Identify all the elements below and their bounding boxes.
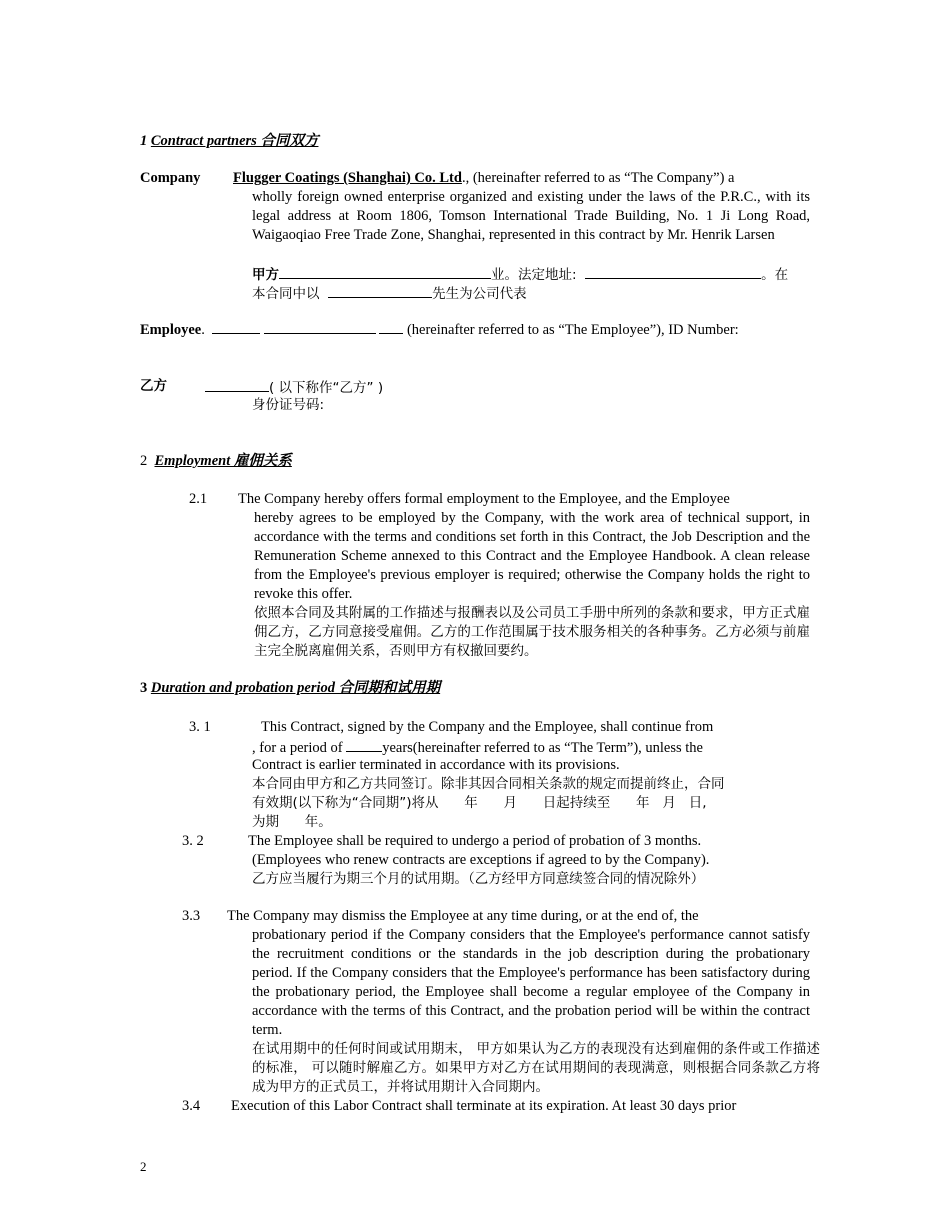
employee-dot: . xyxy=(201,322,205,338)
section-1-title: Contract partners 合同双方 xyxy=(150,133,319,149)
party-b-name-blank xyxy=(205,377,269,392)
clause-3-1-first-line: This Contract, signed by the Company and the Employee, shall continue from xyxy=(261,719,714,735)
company-label: Company xyxy=(140,170,201,186)
clause-3-3-first-line: The Company may dismiss the Employee at any time during, or at the end of, the xyxy=(227,908,699,924)
employee-line xyxy=(140,319,820,340)
party-a-text2: 。在 xyxy=(761,267,789,283)
clause-3-3-number: 3.3 xyxy=(182,908,201,924)
company-first-line xyxy=(233,169,811,188)
party-b-text: ( 以下称作“乙方” ) xyxy=(269,380,384,396)
section-1-heading xyxy=(140,132,318,151)
clause-2-1-first-line: The Company hereby offers formal employment to the Employee, and the Employee xyxy=(238,491,730,507)
company-text-a: ., (hereinafter referred to as “The Company”) a xyxy=(461,170,735,186)
id-number-label: 身份证号码: xyxy=(252,397,325,413)
company-description: wholly foreign owned enterprise organized and existing under the laws of the P.R.C., with its legal address at Room 1806, Tomson International Trade Building, No. 1 Ji Long Road, Waigaoqiao Free Trade Zone, Shanghai, represented in this contract by Mr. Henrik Larsen xyxy=(252,189,810,243)
employee-text: (hereinafter referred to as “The Employee”), ID Number: xyxy=(406,322,739,338)
party-b-label: 乙方 xyxy=(140,378,167,394)
employee-name-blank-1 xyxy=(212,319,260,334)
clause-3-1-text-b: years(hereinafter referred to as “The Term”), unless the xyxy=(382,740,703,756)
party-b-line xyxy=(205,377,383,398)
party-a-name-blank xyxy=(279,264,491,279)
section-3-number: 3 xyxy=(140,680,148,696)
section-3-heading xyxy=(140,679,440,698)
section-2-heading xyxy=(140,452,292,471)
clause-3-1-chinese-3: 为期 年。 xyxy=(252,814,332,830)
clause-3-3-english: probationary period if the Company considers that the Employee's performance cannot satisfy the recruitment conditions or the standards in the job description during the probationary period. If the Company considers that the Employee's performance has been satisfactory during the probationary period, the Employee shall become a regular employee of the Company in accordance with the terms of this Contract, and the probation period will be within the contract term. xyxy=(252,927,810,1038)
section-2-number: 2 xyxy=(140,453,148,469)
party-a-label: 甲方 xyxy=(252,267,279,283)
clause-3-2-english: (Employees who renew contracts are exceptions if agreed to by the Company). xyxy=(252,852,710,868)
section-1-number: 1 xyxy=(140,133,148,149)
employee-label: Employee xyxy=(140,322,202,338)
clause-3-2-number: 3. 2 xyxy=(182,833,204,849)
clause-3-3-chinese: 在试用期中的任何时间或试用期末， 甲方如果认为乙方的表现没有达到雇佣的条件或工作描述的标准， 可以随时解雇乙方。如果甲方对乙方在试用期间的表现满意，则根据合同条款乙方将成为甲方的正式员工，并将试用期计入合同期内。 xyxy=(252,1041,820,1095)
clause-3-1-chinese-2: 有效期(以下称为“合同期”)将从 年 月 日起持续至 年 月 日, xyxy=(252,795,707,811)
clause-3-1-text-c: Contract is earlier terminated in accordance with its provisions. xyxy=(252,757,620,773)
party-a-text1: 业。法定地址: xyxy=(491,267,577,283)
party-a-rep-blank xyxy=(328,283,432,298)
term-years-blank xyxy=(346,737,382,752)
party-a-line xyxy=(252,264,812,285)
company-name: Flugger Coatings (Shanghai) Co. Ltd xyxy=(233,170,462,186)
page-number: 2 xyxy=(140,1159,147,1174)
clause-2-1-number: 2.1 xyxy=(189,491,208,507)
clause-3-1-chinese-1: 本合同由甲方和乙方共同签订。除非其因合同相关条款的规定而提前终止，合同 xyxy=(252,776,725,792)
employee-name-blank-2 xyxy=(264,319,376,334)
party-a-address-blank xyxy=(585,264,761,279)
section-3-title: Duration and probation period 合同期和试用期 xyxy=(150,680,441,696)
clause-3-1-number: 3. 1 xyxy=(189,719,211,735)
party-a-rep-line xyxy=(252,283,527,304)
party-a-text4: 先生为公司代表 xyxy=(432,286,527,302)
clause-2-1-chinese: 依照本合同及其附属的工作描述与报酬表以及公司员工手册中所列的条款和要求，甲方正式雇佣乙方，乙方同意接受雇佣。乙方的工作范围属于技术服务相关的各种事务。乙方必须与前雇主完全脱离雇佣关系，否则甲方有权撤回要约。 xyxy=(254,605,810,659)
section-2-title: Employment 雇佣关系 xyxy=(154,453,292,469)
employee-name-blank-3 xyxy=(379,319,403,334)
party-a-text3: 本合同中以 xyxy=(252,286,320,302)
clause-2-1-english: hereby agrees to be employed by the Company, with the work area of technical support, in accordance with the terms and conditions set forth in this Contract, the Job Description and the Remuneration Scheme annexed to this Contract and the Employee Handbook. A clean release from the Employee's previous employer is required; otherwise the Company holds the right to revoke this offer. xyxy=(254,510,810,602)
clause-3-2-chinese: 乙方应当履行为期三个月的试用期。（乙方经甲方同意续签合同的情况除外） xyxy=(252,871,705,887)
clause-3-4-first-line: Execution of this Labor Contract shall terminate at its expiration. At least 30 days prior xyxy=(231,1098,737,1114)
clause-3-1-text-a: , for a period of xyxy=(252,740,343,756)
clause-3-1-term-line xyxy=(252,737,812,758)
clause-3-4-number: 3.4 xyxy=(182,1098,201,1114)
clause-3-2-first-line: The Employee shall be required to undergo a period of probation of 3 months. xyxy=(248,833,702,849)
